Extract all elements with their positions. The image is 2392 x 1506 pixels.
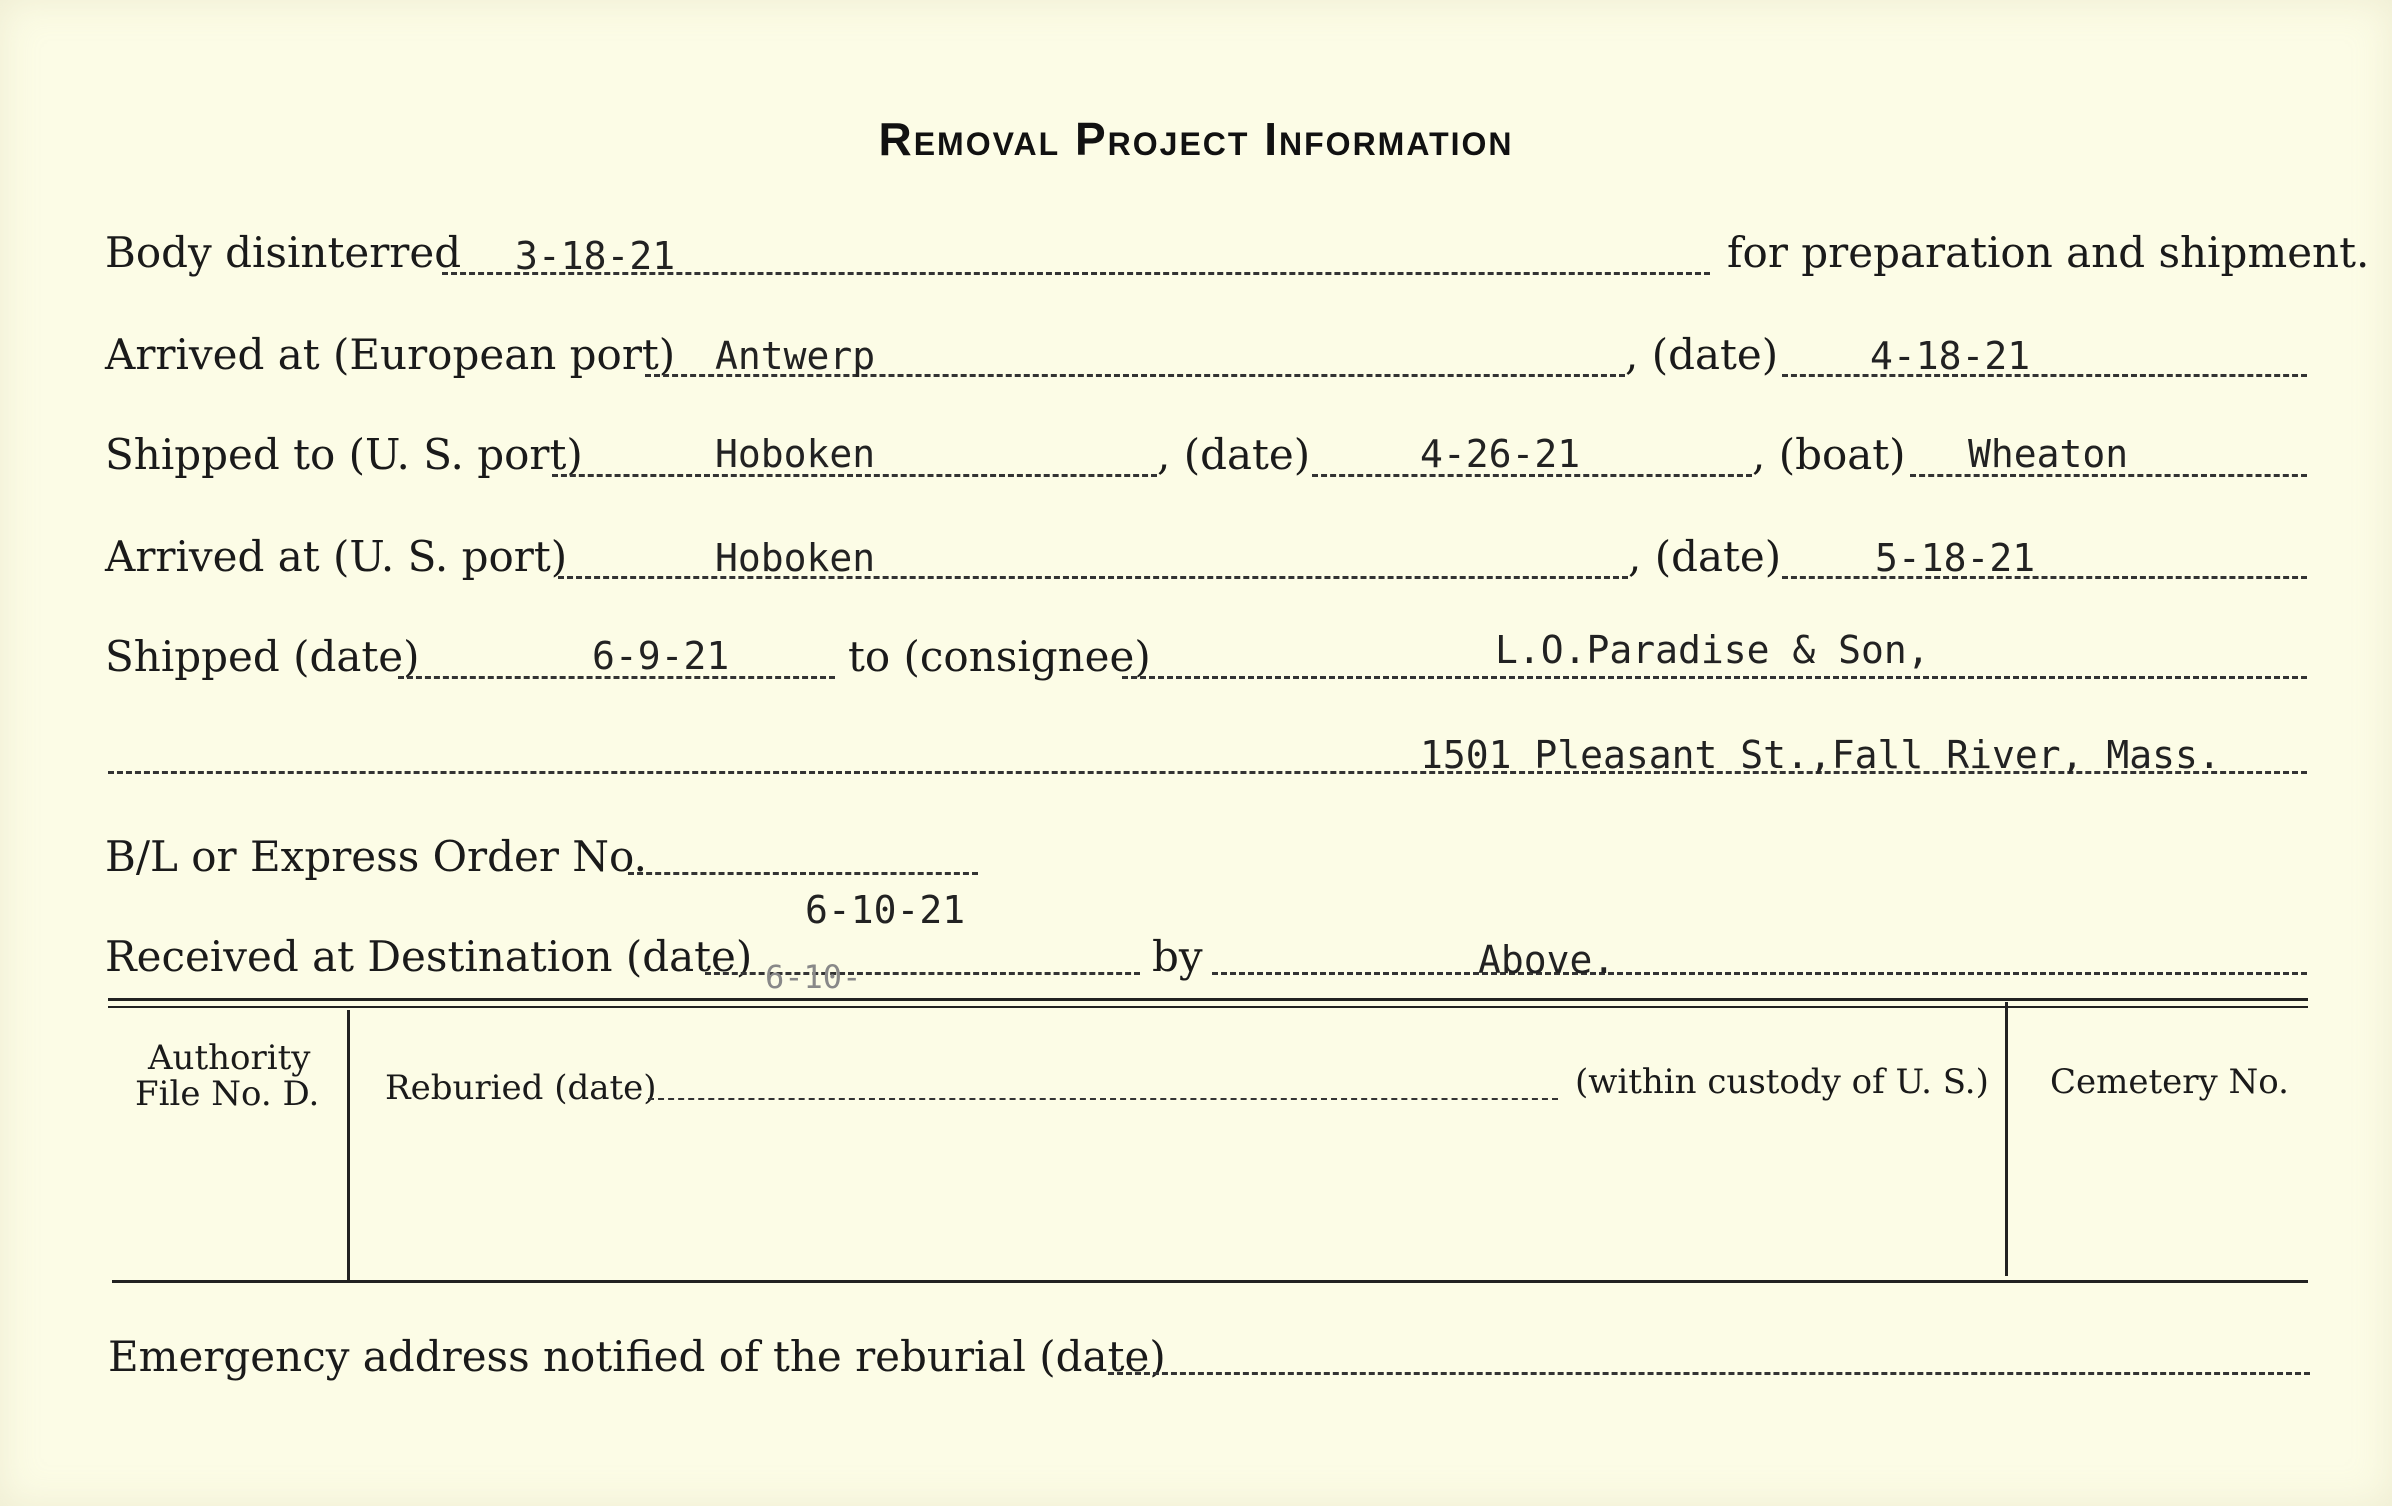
field-line-arrival-date xyxy=(1782,374,2307,377)
row-disinterred xyxy=(0,228,2392,308)
label-within-custody: (within custody of U. S.) xyxy=(1575,1062,1989,1102)
value-received-date-faint: 6-10- xyxy=(765,958,862,996)
field-line-bl xyxy=(628,872,978,875)
row-arrived-europe xyxy=(0,330,2392,410)
label-to-consignee: to (consignee) xyxy=(848,632,1151,681)
label-reburied-date: Reburied (date) xyxy=(385,1068,657,1108)
label-shipped-date-consignee: Shipped (date) xyxy=(105,632,420,681)
value-shipped-date-2: 6-9-21 xyxy=(592,634,730,678)
field-line-consignee xyxy=(1122,676,2307,679)
value-boat: Wheaton xyxy=(1968,432,2129,476)
value-address: 1501 Pleasant St.,Fall River, Mass. xyxy=(1420,733,2221,777)
card-title: Removal Project Information xyxy=(878,113,1514,165)
row-emergency xyxy=(0,1332,2392,1412)
field-line-us-arrival-date xyxy=(1782,576,2307,579)
row-shipped-us xyxy=(0,430,2392,510)
label-file-no: File No. D. xyxy=(135,1074,320,1114)
field-line-reburied xyxy=(648,1098,1558,1100)
value-shipped-port: Hoboken xyxy=(715,432,876,476)
divider-bottom xyxy=(112,1280,2308,1283)
value-disinterred-date: 3-18-21 xyxy=(515,234,676,278)
label-received-destination: Received at Destination (date) xyxy=(105,932,753,981)
label-arrived-us-port: Arrived at (U. S. port) xyxy=(105,532,568,581)
label-authority: Authority xyxy=(148,1038,311,1078)
field-line-emergency xyxy=(1108,1372,2310,1375)
divider-top xyxy=(108,998,2308,1001)
row-shipped-consignee xyxy=(0,628,2392,712)
row-arrived-us xyxy=(0,532,2392,612)
label-cemetery-no: Cemetery No. xyxy=(2050,1062,2289,1102)
row-bl xyxy=(0,832,2392,912)
value-european-port: Antwerp xyxy=(715,334,876,378)
label-boat: , (boat) xyxy=(1752,430,1906,479)
label-shipped-date: , (date) xyxy=(1157,430,1311,479)
label-arrived-european-port: Arrived at (European port) xyxy=(105,330,676,379)
box-divider-left xyxy=(347,1010,350,1282)
label-preparation-shipment: for preparation and shipment. xyxy=(1727,228,2370,277)
value-consignee: L.O.Paradise & Son, xyxy=(1495,628,1930,672)
label-arrival-date: , (date) xyxy=(1625,330,1779,379)
value-received-by: Above. xyxy=(1478,938,1616,982)
row-address xyxy=(0,735,2392,815)
label-bl-express: B/L or Express Order No. xyxy=(105,832,647,881)
label-body-disinterred: Body disinterred xyxy=(105,228,462,277)
field-line-received-by xyxy=(1212,972,2307,975)
value-us-port: Hoboken xyxy=(715,536,876,580)
divider-top-2 xyxy=(108,1006,2308,1008)
label-shipped-us-port: Shipped to (U. S. port) xyxy=(105,430,583,479)
value-shipped-date: 4-26-21 xyxy=(1420,432,1581,476)
value-received-date: 6-10-21 xyxy=(805,888,966,932)
value-europe-arrival-date: 4-18-21 xyxy=(1870,334,2031,378)
value-us-arrival-date: 5-18-21 xyxy=(1875,536,2036,580)
label-by: by xyxy=(1152,932,1203,981)
box-divider-right xyxy=(2005,1002,2008,1276)
label-us-arrival-date: , (date) xyxy=(1628,532,1782,581)
label-emergency-address: Emergency address notified of the reburial (date) xyxy=(108,1332,1166,1381)
